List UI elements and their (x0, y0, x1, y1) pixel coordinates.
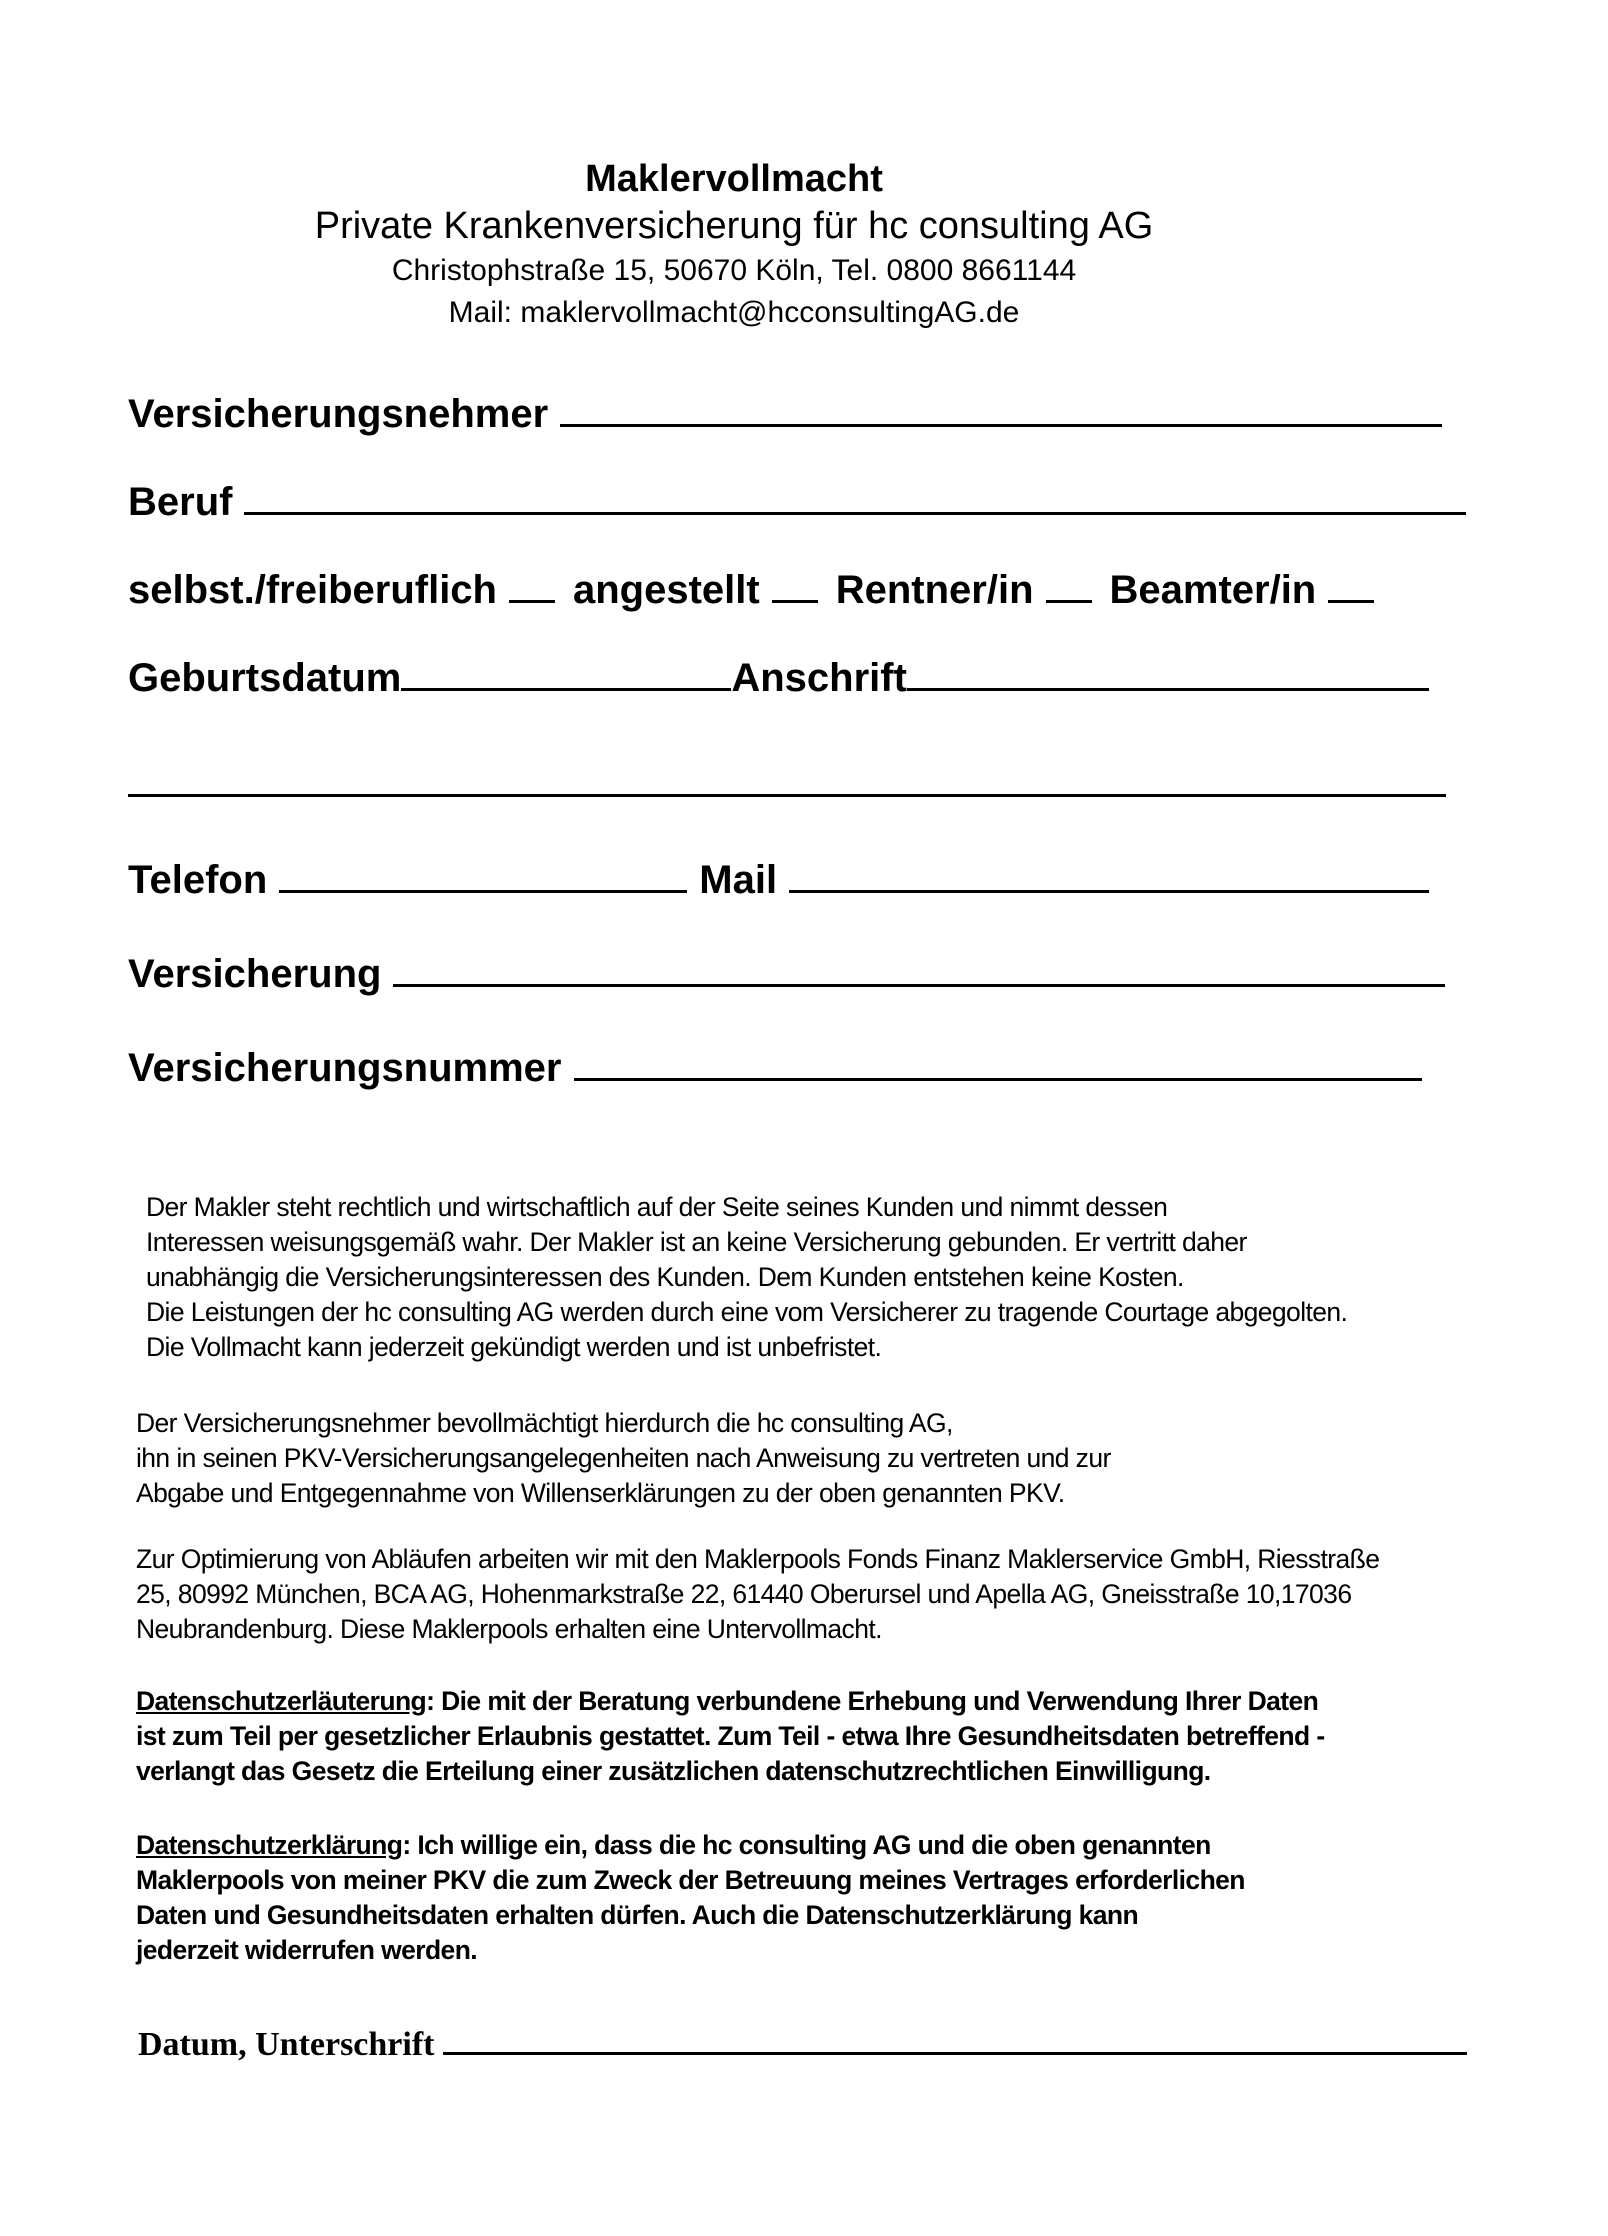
text-line: jederzeit widerrufen werden. (136, 1935, 478, 1965)
row-versicherungsnummer (128, 1044, 1422, 1091)
row-anschrift-line2 (128, 760, 1446, 797)
label-beamter: Beamter/in (1109, 568, 1317, 612)
company-address: Christophstraße 15, 50670 Köln, Tel. 0800 8661144 (391, 254, 1077, 287)
row-telefon-mail (128, 856, 1429, 903)
text-line: Abgabe und Entgegennahme von Willenserklärungen zu der oben genannten PKV. (136, 1478, 1065, 1508)
text-line: : Ich willige ein, dass die hc consulting AG und die oben genannten (402, 1830, 1211, 1860)
text-line: ihn in seinen PKV-Versicherungsangelegenheiten nach Anweisung zu vertreten und zur (136, 1443, 1111, 1473)
checkbox-rentner[interactable] (1046, 566, 1092, 603)
text-line: 25, 80992 München, BCA AG, Hohenmarkstraße 22, 61440 Oberursel und Apella AG, Gneisstraße 10,17036 (136, 1579, 1352, 1609)
field-versicherung[interactable] (393, 950, 1445, 987)
field-beruf[interactable] (244, 478, 1466, 515)
text-line: Neubrandenburg. Diese Maklerpools erhalten eine Untervollmacht. (136, 1614, 882, 1644)
text-line: Interessen weisungsgemäß wahr. Der Makler ist an keine Versicherung gebunden. Er vertritt daher (146, 1227, 1247, 1257)
text-line: ist zum Teil per gesetzlicher Erlaubnis gestattet. Zum Teil - etwa Ihre Gesundheitsdaten betreffend - (136, 1721, 1325, 1751)
label-mail: Mail (699, 858, 778, 902)
text-line: Der Makler steht rechtlich und wirtschaftlich auf der Seite seines Kunden und nimmt dessen (146, 1192, 1168, 1222)
row-versicherung (128, 950, 1445, 997)
row-beschaeftigung (128, 566, 1374, 613)
checkbox-beamter[interactable] (1328, 566, 1374, 603)
row-versicherungsnehmer (128, 390, 1442, 437)
paragraph-datenschutzerklaerung (136, 1828, 1245, 1968)
label-signature: Datum, Unterschrift (138, 2026, 435, 2063)
paragraph-datenschutzerlaeuterung (136, 1684, 1325, 1789)
paragraph-maklerpools (136, 1542, 1379, 1647)
row-signature (138, 2022, 1467, 2064)
field-versicherungsnehmer[interactable] (560, 390, 1442, 427)
row-geburtsdatum-anschrift (128, 654, 1429, 701)
field-mail[interactable] (789, 856, 1429, 893)
paragraph-makler-info (146, 1190, 1347, 1365)
field-anschrift[interactable] (907, 654, 1429, 691)
row-beruf (128, 478, 1466, 525)
text-line: verlangt das Gesetz die Erteilung einer zusätzlichen datenschutzrechtlichen Einwilligung. (136, 1756, 1211, 1786)
field-telefon[interactable] (279, 856, 687, 893)
label-geburtsdatum: Geburtsdatum (128, 656, 402, 700)
text-line: Die Vollmacht kann jederzeit gekündigt werden und ist unbefristet. (146, 1332, 882, 1362)
checkbox-selbststaendig[interactable] (509, 566, 555, 603)
label-selbststaendig: selbst./freiberuflich (128, 568, 497, 612)
text-line: Zur Optimierung von Abläufen arbeiten wir mit den Maklerpools Fonds Finanz Maklerservice GmbH, Riesstraße (136, 1544, 1380, 1574)
text-line: Daten und Gesundheitsdaten erhalten dürfen. Auch die Datenschutzerklärung kann (136, 1900, 1139, 1930)
checkbox-angestellt[interactable] (772, 566, 818, 603)
label-beruf: Beruf (128, 480, 233, 524)
label-angestellt: angestellt (572, 568, 760, 612)
label-rentner: Rentner/in (835, 568, 1034, 612)
label-telefon: Telefon (128, 858, 268, 902)
text-line: Maklerpools von meiner PKV die zum Zweck der Betreuung meines Vertrages erforderlichen (136, 1865, 1245, 1895)
label-anschrift: Anschrift (731, 656, 907, 700)
text-line: Die Leistungen der hc consulting AG werden durch eine vom Versicherer zu tragende Courtage abgegolten. (146, 1297, 1348, 1327)
document-title: Maklervollmacht (585, 158, 883, 200)
paragraph-bevollmaechtigung (136, 1406, 1111, 1511)
label-versicherungsnummer: Versicherungsnummer (128, 1046, 562, 1090)
field-anschrift-line2[interactable] (128, 760, 1446, 797)
heading-datenschutzerklaerung: Datenschutzerklärung (136, 1830, 403, 1860)
field-geburtsdatum[interactable] (401, 654, 731, 691)
text-line: Der Versicherungsnehmer bevollmächtigt hierdurch die hc consulting AG, (136, 1408, 953, 1438)
company-mail: Mail: maklervollmacht@hcconsultingAG.de (448, 296, 1020, 329)
heading-datenschutzerlaeuterung: Datenschutzerläuterung (136, 1686, 427, 1716)
label-versicherung: Versicherung (128, 952, 382, 996)
text-line: : Die mit der Beratung verbundene Erhebung und Verwendung Ihrer Daten (426, 1686, 1319, 1716)
field-versicherungsnummer[interactable] (574, 1044, 1422, 1081)
field-signature[interactable] (443, 2022, 1467, 2055)
document-subtitle: Private Krankenversicherung für hc consulting AG (314, 205, 1154, 247)
label-versicherungsnehmer: Versicherungsnehmer (128, 392, 549, 436)
text-line: unabhängig die Versicherungsinteressen des Kunden. Dem Kunden entstehen keine Kosten. (146, 1262, 1184, 1292)
